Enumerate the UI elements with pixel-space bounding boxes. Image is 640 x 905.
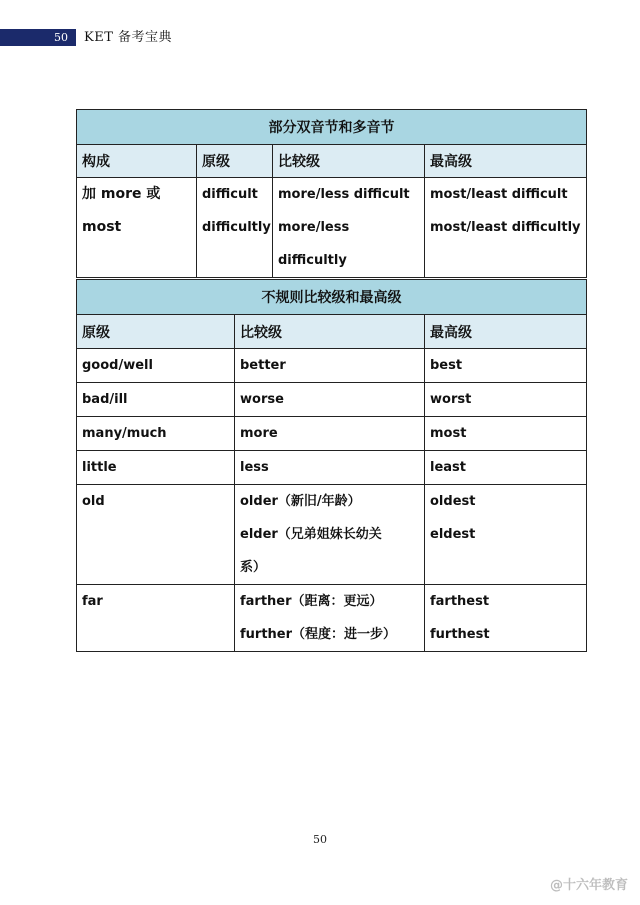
table-row <box>77 383 587 417</box>
comparative-text: elder（兄弟姐妹长幼关 <box>240 527 382 542</box>
base-cell <box>77 485 235 585</box>
table-row <box>77 585 587 652</box>
base-text: bad/ill <box>82 392 128 407</box>
form-cell <box>77 178 197 278</box>
column-header: 原级 <box>197 145 273 178</box>
superlative-cell <box>425 349 587 383</box>
comparative-cell <box>235 383 425 417</box>
column-header: 最高级 <box>425 315 587 349</box>
base-text: good/well <box>82 358 153 373</box>
comparative-text: better <box>240 358 286 373</box>
table-row <box>77 451 587 485</box>
base-cell <box>77 349 235 383</box>
comparative-text: more/less difficultly <box>278 220 350 268</box>
base-cell <box>197 178 273 278</box>
superlative-cell <box>425 383 587 417</box>
superlative-cell <box>425 417 587 451</box>
table-title: 不规则比较级和最高级 <box>77 280 587 315</box>
comparative-text: more/less difficult <box>278 187 410 202</box>
superlative-text: best <box>430 358 463 373</box>
column-header: 构成 <box>77 145 197 178</box>
form-text: 加 more 或 most <box>82 186 161 235</box>
comparative-text: 系） <box>240 560 267 575</box>
superlative-text: oldest <box>430 494 476 509</box>
table-row <box>77 349 587 383</box>
comparative-text: more <box>240 426 278 441</box>
table-polysyllabic <box>76 109 587 278</box>
table-row <box>77 485 587 585</box>
base-text: difficult <box>202 187 258 202</box>
superlative-text: least <box>430 460 466 475</box>
base-cell <box>77 417 235 451</box>
column-header: 比较级 <box>273 145 425 178</box>
base-cell <box>77 383 235 417</box>
page-number: 50 <box>313 833 327 846</box>
table-title: 部分双音节和多音节 <box>77 110 587 145</box>
header-page-number: 50 <box>0 29 76 46</box>
base-cell <box>77 585 235 652</box>
table-row <box>77 417 587 451</box>
comparative-cell <box>273 178 425 278</box>
comparative-text: less <box>240 460 269 475</box>
comparative-text: farther（距离：更远） <box>240 594 383 609</box>
superlative-text: most/least difficult <box>430 187 568 202</box>
table-row <box>77 178 587 278</box>
superlative-cell <box>425 178 587 278</box>
base-text: far <box>82 594 103 609</box>
base-text: many/much <box>82 426 167 441</box>
superlative-cell <box>425 585 587 652</box>
page-header <box>0 29 640 46</box>
superlative-text: furthest <box>430 627 490 642</box>
comparative-text: further（程度：进一步） <box>240 627 397 642</box>
comparative-text: older（新旧/年龄） <box>240 494 361 509</box>
comparative-cell <box>235 585 425 652</box>
superlative-text: most <box>430 426 467 441</box>
base-text: little <box>82 460 117 475</box>
comparative-text: worse <box>240 392 284 407</box>
superlative-text: eldest <box>430 527 476 542</box>
comparative-cell <box>235 417 425 451</box>
table-irregular <box>76 279 587 652</box>
column-header: 最高级 <box>425 145 587 178</box>
comparative-cell <box>235 451 425 485</box>
superlative-text: worst <box>430 392 472 407</box>
comparative-cell <box>235 349 425 383</box>
column-header: 比较级 <box>235 315 425 349</box>
base-text: difficultly <box>202 220 271 235</box>
column-header: 原级 <box>77 315 235 349</box>
base-text: old <box>82 494 105 509</box>
superlative-text: most/least difficultly <box>430 220 581 235</box>
superlative-cell <box>425 451 587 485</box>
base-cell <box>77 451 235 485</box>
superlative-text: farthest <box>430 594 490 609</box>
superlative-cell <box>425 485 587 585</box>
header-title: KET 备考宝典 <box>84 30 173 45</box>
comparative-cell <box>235 485 425 585</box>
watermark: @十六年教育 <box>549 878 628 893</box>
